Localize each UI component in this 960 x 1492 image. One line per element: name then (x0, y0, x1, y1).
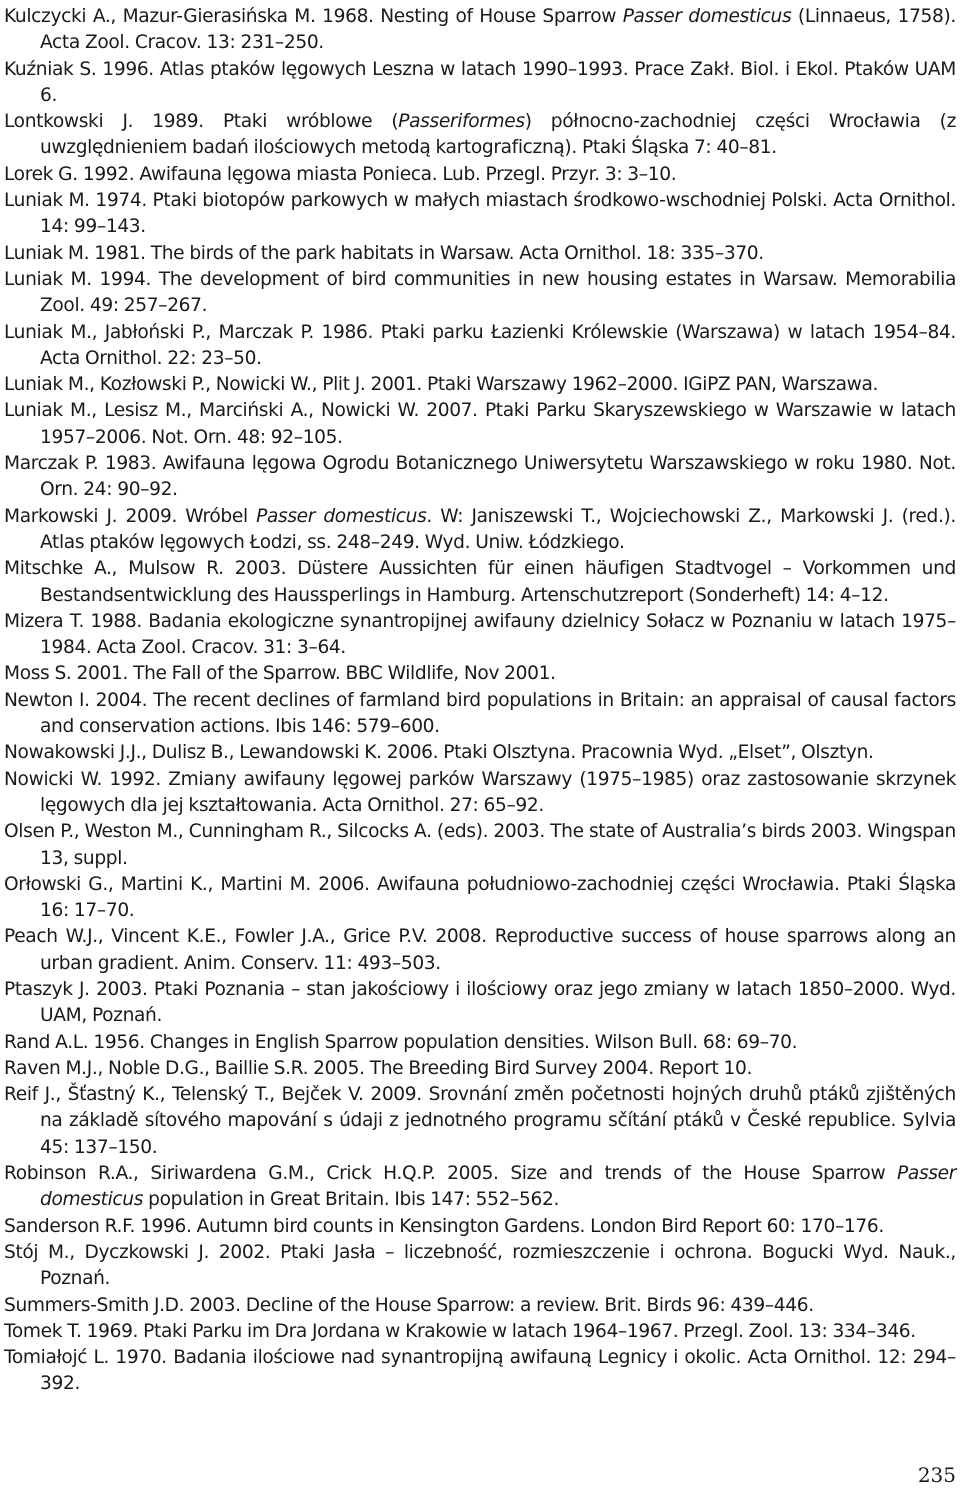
reference-text: Raven M.J., Noble D.G., Baillie S.R. 2005. The Breeding Bird Survey 2004. Report 10. (4, 1057, 753, 1079)
reference-entry (4, 109, 956, 162)
reference-text: Marczak P. 1983. Awifauna lęgowa Ogrodu Botanicznego Uniwersytetu Warszawskiego w roku 1980. Not. Orn. 24: 90–92. (4, 453, 956, 501)
reference-text: Nowakowski J.J., Dulisz B., Lewandowski K. 2006. Ptaki Olsztyna. Pracownia Wyd. „Elset”, Olsztyn. (4, 742, 874, 764)
reference-entry (4, 924, 956, 977)
reference-text: Mitschke A., Mulsow R. 2003. Düstere Aussichten für einen häufigen Stadtvogel – Vorkommen und Bestandsentwicklung des Haussperlings in Hamburg. Artenschutzreport (Sonderheft) 14: 4–12. (4, 558, 956, 606)
reference-text: Luniak M., Lesisz M., Marciński A., Nowicki W. 2007. Ptaki Parku Skaryszewskiego w Warszawie w latach 1957–2006. Not. Orn. 48: 92–105. (4, 400, 956, 448)
reference-entry (4, 767, 956, 820)
reference-entry (4, 1240, 956, 1293)
reference-text: Luniak M. 1994. The development of bird communities in new housing estates in Warsaw. Memorabilia Zool. 49: 257–267. (4, 268, 956, 317)
reference-list (4, 4, 956, 1398)
reference-text: Ptaszyk J. 2003. Ptaki Poznania – stan jakościowy i ilościowy oraz jego zmiany w latach 1850–2000. Wyd. UAM, Poznań. (4, 978, 956, 1027)
reference-text: Kuźniak S. 1996. Atlas ptaków lęgowych Leszna w latach 1990–1993. Prace Zakł. Biol. i Ekol. Ptaków UAM 6. (4, 58, 956, 106)
reference-entry (4, 57, 956, 110)
reference-text: Tomiałojć L. 1970. Badania ilościowe nad synantropijną awifauną Legnicy i okolic. Acta Ornithol. 12: 294–392. (4, 1347, 956, 1395)
reference-text: Markowski J. 2009. Wróbel (4, 505, 257, 527)
reference-entry (4, 609, 956, 662)
reference-text: Kulczycki A., Mazur-Gierasińska M. 1968. Nesting of House Sparrow (4, 6, 623, 27)
reference-text: Luniak M., Jabłoński P., Marczak P. 1986. Ptaki parku Łazienki Królewskie (Warszawa) w latach 1954–84. Acta Ornithol. 22: 23–50. (4, 321, 956, 369)
reference-entry (4, 504, 956, 557)
reference-text: Mizera T. 1988. Badania ekologiczne synantropijnej awifauny dzielnicy Sołacz w Poznaniu w latach 1975–1984. Acta Zool. Cracov. 31: 3–64. (4, 610, 956, 659)
reference-entry (4, 1082, 956, 1161)
reference-text: Luniak M., Kozłowski P., Nowicki W., Plit J. 2001. Ptaki Warszawy 1962–2000. IGiPZ PAN, Warszawa. (4, 374, 879, 396)
reference-entry (4, 4, 956, 57)
reference-entry (4, 162, 956, 188)
reference-entry (4, 188, 956, 241)
page-number: 235 (917, 1463, 956, 1487)
reference-entry (4, 740, 956, 766)
reference-entry (4, 1030, 956, 1056)
reference-entry (4, 556, 956, 609)
reference-entry (4, 819, 956, 872)
reference-text: Tomek T. 1969. Ptaki Parku im Dra Jordana w Krakowie w latach 1964–1967. Przegl. Zool. 13: 334–346. (4, 1320, 916, 1342)
reference-text: Luniak M. 1974. Ptaki biotopów parkowych w małych miastach środkowo-wschodniej Polski. Acta Ornithol. 14: 99–143. (4, 190, 956, 238)
reference-text: Sanderson R.F. 1996. Autumn bird counts in Kensington Gardens. London Bird Report 60: 170–176. (4, 1215, 884, 1237)
reference-entry (4, 1345, 956, 1398)
reference-entry (4, 320, 956, 373)
reference-text: Newton I. 2004. The recent declines of farmland bird populations in Britain: an appraisal of causal factors and conservation actions. Ibis 146: 579–600. (4, 689, 956, 738)
reference-entry (4, 872, 956, 925)
reference-text: Summers-Smith J.D. 2003. Decline of the House Sparrow: a review. Brit. Birds 96: 439–446. (4, 1294, 814, 1316)
reference-italic-text: Passer domesticus (622, 6, 792, 27)
reference-text: Moss S. 2001. The Fall of the Sparrow. BBC Wildlife, Nov 2001. (4, 663, 556, 685)
reference-italic-text: Passeriformes (398, 111, 525, 133)
reference-text: Nowicki W. 1992. Zmiany awifauny lęgowej parków Warszawy (1975–1985) oraz zastosowanie skrzynek lęgowych dla jej kształtowania. Acta Ornithol. 27: 65–92. (4, 768, 956, 816)
reference-text: ) północno-zachodniej części Wrocławia (z uwzględnieniem badań ilościowych metodą kartograficzną). Ptaki Śląska 7: 40–81. (40, 111, 956, 159)
reference-text: population in Great Britain. Ibis 147: 552–562. (143, 1189, 560, 1211)
reference-text: Reif J., Šťastný K., Telenský T., Bejček V. 2009. Srovnání změn početnosti hojných druhů ptáků zjištěných na základě sítového mapování s údaji z jednotného programu sčítání ptáků v České republice. Sylvia 45: 137–150. (4, 1084, 956, 1158)
reference-entry (4, 398, 956, 451)
reference-text: Orłowski G., Martini K., Martini M. 2006. Awifauna południowo-zachodniej części Wrocławia. Ptaki Śląska 16: 17–70. (4, 873, 956, 922)
reference-text: (Linnaeus, 1758). Acta Zool. Cracov. 13: 231–250. (40, 6, 956, 54)
reference-entry (4, 661, 956, 687)
reference-entry (4, 372, 956, 398)
reference-entry (4, 1293, 956, 1319)
reference-entry (4, 1319, 956, 1345)
reference-italic-text: Passer domesticus (256, 505, 427, 527)
reference-italic-text: Passer domesticus (40, 1163, 956, 1211)
reference-entry (4, 688, 956, 741)
reference-text: Luniak M. 1981. The birds of the park habitats in Warsaw. Acta Ornithol. 18: 335–370. (4, 242, 764, 264)
reference-text: Robinson R.A., Siriwardena G.M., Crick H.Q.P. 2005. Size and trends of the House Sparrow (4, 1163, 898, 1185)
reference-text: Lontkowski J. 1989. Ptaki wróblowe ( (4, 111, 399, 133)
reference-text: Rand A.L. 1956. Changes in English Sparrow population densities. Wilson Bull. 68: 69–70. (4, 1031, 798, 1053)
reference-text: Olsen P., Weston M., Cunningham R., Silcocks A. (eds). 2003. The state of Australia’s birds 2003. Wingspan 13, suppl. (4, 821, 956, 869)
reference-entry (4, 267, 956, 320)
reference-entry (4, 241, 956, 267)
reference-text: Stój M., Dyczkowski J. 2002. Ptaki Jasła – liczebność, rozmieszczenie i ochrona. Bogucki Wyd. Nauk., Poznań. (4, 1241, 956, 1290)
reference-entry (4, 451, 956, 504)
reference-entry (4, 977, 956, 1030)
reference-text: Peach W.J., Vincent K.E., Fowler J.A., Grice P.V. 2008. Reproductive success of house sparrows along an urban gradient. Anim. Conserv. 11: 493–503. (4, 926, 956, 974)
reference-entry (4, 1214, 956, 1240)
reference-entry (4, 1056, 956, 1082)
reference-text: . W: Janiszewski T., Wojciechowski Z., Markowski J. (red.). Atlas ptaków lęgowych Łodzi, ss. 248–249. Wyd. Uniw. Łódzkiego. (40, 505, 956, 553)
reference-entry (4, 1161, 956, 1214)
reference-text: Lorek G. 1992. Awifauna lęgowa miasta Ponieca. Lub. Przegl. Przyr. 3: 3–10. (4, 163, 677, 185)
